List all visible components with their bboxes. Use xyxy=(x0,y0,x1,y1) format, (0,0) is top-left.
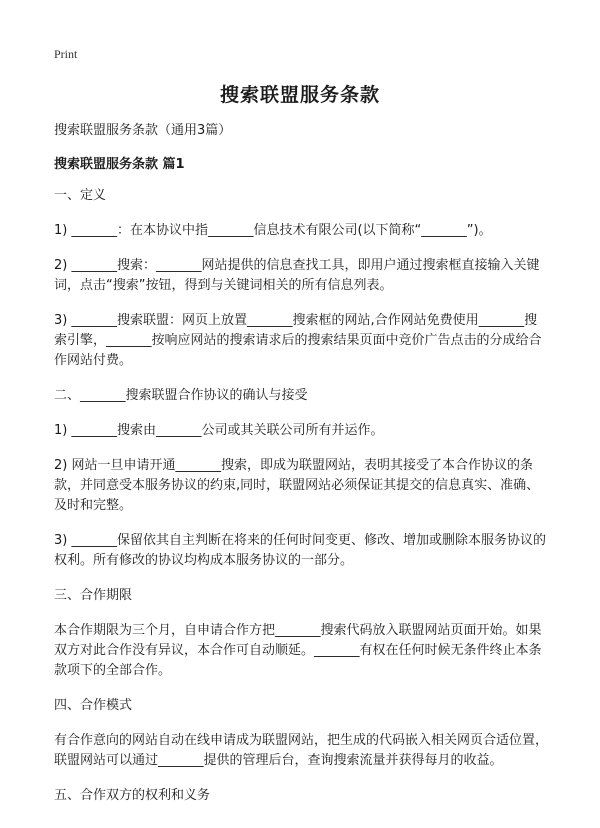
document-subtitle: 搜索联盟服务条款（通用3篇） xyxy=(54,123,232,138)
document-body xyxy=(54,121,550,821)
section-paragraph: 本合作期限为三个月，自申请合作方把_______搜索代码放入联盟网站页面开始。如果双方对此合作没有异议，本合作可自动顺延。_______有权在任何时候无条件终止本条款项下的全部合作。 xyxy=(54,623,542,678)
section-heading: 一、定义 xyxy=(54,188,107,203)
section-item: 2) _______搜索：_______网站提供的信息查找工具，即用户通过搜索框直接输入关键词，点击“搜索”按钮，得到与关键词相关的所有信息列表。 xyxy=(54,258,540,293)
section-item: 2) 网站一旦申请开通_______搜索，即成为联盟网站，表明其接受了本合作协议的条款，并同意受本服务协议的约束,同时，联盟网站必须保证其提交的信息真实、准确、及时和完整。 xyxy=(54,458,540,513)
section-item: 1) _______：在本协议中指_______信息技术有限公司(以下简称“_______”)。 xyxy=(54,223,492,238)
section-heading: 三、合作期限 xyxy=(54,588,133,603)
page-title: 搜索联盟服务条款 xyxy=(219,84,380,106)
print-label: Print xyxy=(54,47,78,61)
section-heading: 二、_______搜索联盟合作协议的确认与接受 xyxy=(54,388,308,403)
section-item: 1) _______搜索由_______公司或其关联公司所有并运作。 xyxy=(54,423,384,438)
section-heading: 五、合作双方的权利和义务 xyxy=(54,788,211,803)
part-heading: 搜索联盟服务条款 篇1 xyxy=(54,157,185,172)
section-item: 3) _______搜索联盟：网页上放置_______搜索框的网站,合作网站免费使用_______搜索引擎，_______按响应网站的搜索请求后的搜索结果页面中竞价广告点击的分成给合作网站付费。 xyxy=(54,313,542,368)
section-heading: 四、合作模式 xyxy=(54,698,133,713)
section-item: 3) _______保留依其自主判断在将来的任何时间变更、修改、增加或删除本服务协议的权利。所有修改的协议均构成本服务协议的一部分。 xyxy=(54,533,546,568)
section-paragraph: 有合作意向的网站自动在线申请成为联盟网站，把生成的代码嵌入相关网页合适位置，联盟网站可以通过_______提供的管理后台，查询搜索流量并获得每月的收益。 xyxy=(54,733,549,768)
